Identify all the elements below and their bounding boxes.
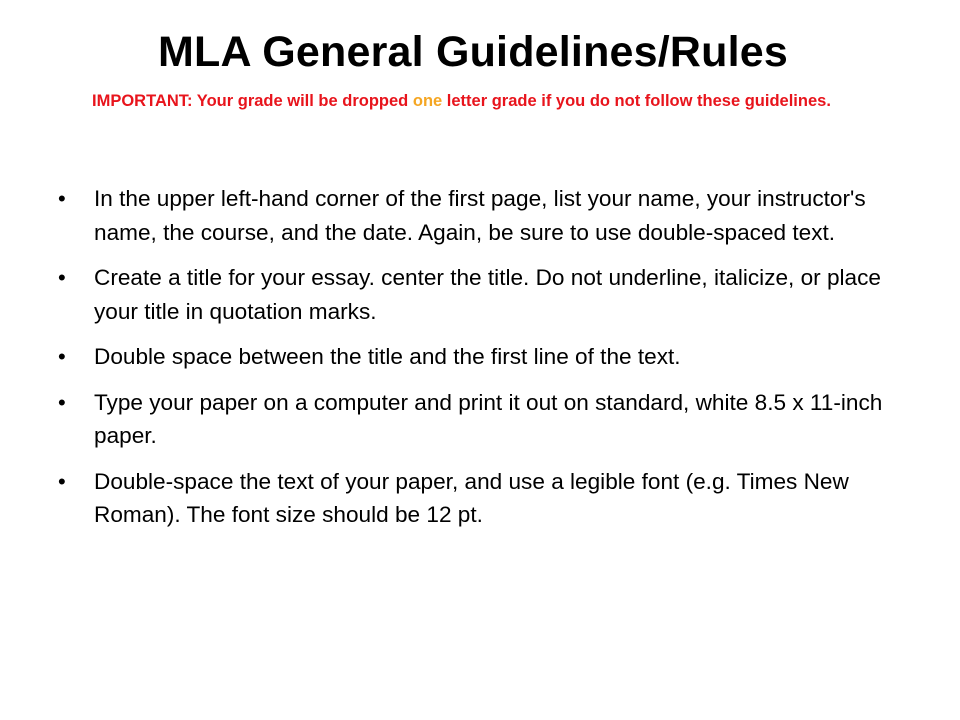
bullet-icon: •: [58, 265, 66, 290]
list-item: [58, 340, 908, 374]
guideline-list: [58, 182, 908, 544]
list-item: [58, 261, 908, 328]
notice-text-end: letter grade if you do not follow these guidelines.: [442, 92, 831, 110]
bullet-icon: •: [58, 344, 66, 369]
notice-text-start: IMPORTANT: Your grade will be dropped: [92, 92, 413, 110]
list-item-text: Type your paper on a computer and print it out on standard, white 8.5 x 11-inch paper.: [94, 389, 883, 448]
list-item-text: Double space between the title and the first line of the text.: [94, 344, 681, 369]
list-item-text: In the upper left-hand corner of the first page, list your name, your instructor's name, the course, and the date. Again, be sure to use double-spaced text.: [94, 186, 866, 245]
bullet-icon: •: [58, 186, 66, 211]
list-item-text: Create a title for your essay. center the title. Do not underline, italicize, or place your title in quotation marks.: [94, 265, 881, 324]
bullet-icon: •: [58, 389, 66, 415]
list-item: [58, 386, 908, 453]
list-item: [58, 465, 908, 532]
list-item: [58, 182, 908, 249]
important-notice: [92, 88, 882, 115]
slide-title: MLA General Guidelines/Rules: [157, 28, 789, 76]
bullet-icon: •: [58, 468, 66, 494]
list-item-text: Double-space the text of your paper, and use a legible font (e.g. Times New Roman). The font size should be 12 pt.: [94, 468, 849, 527]
notice-emphasis: one: [412, 92, 443, 110]
